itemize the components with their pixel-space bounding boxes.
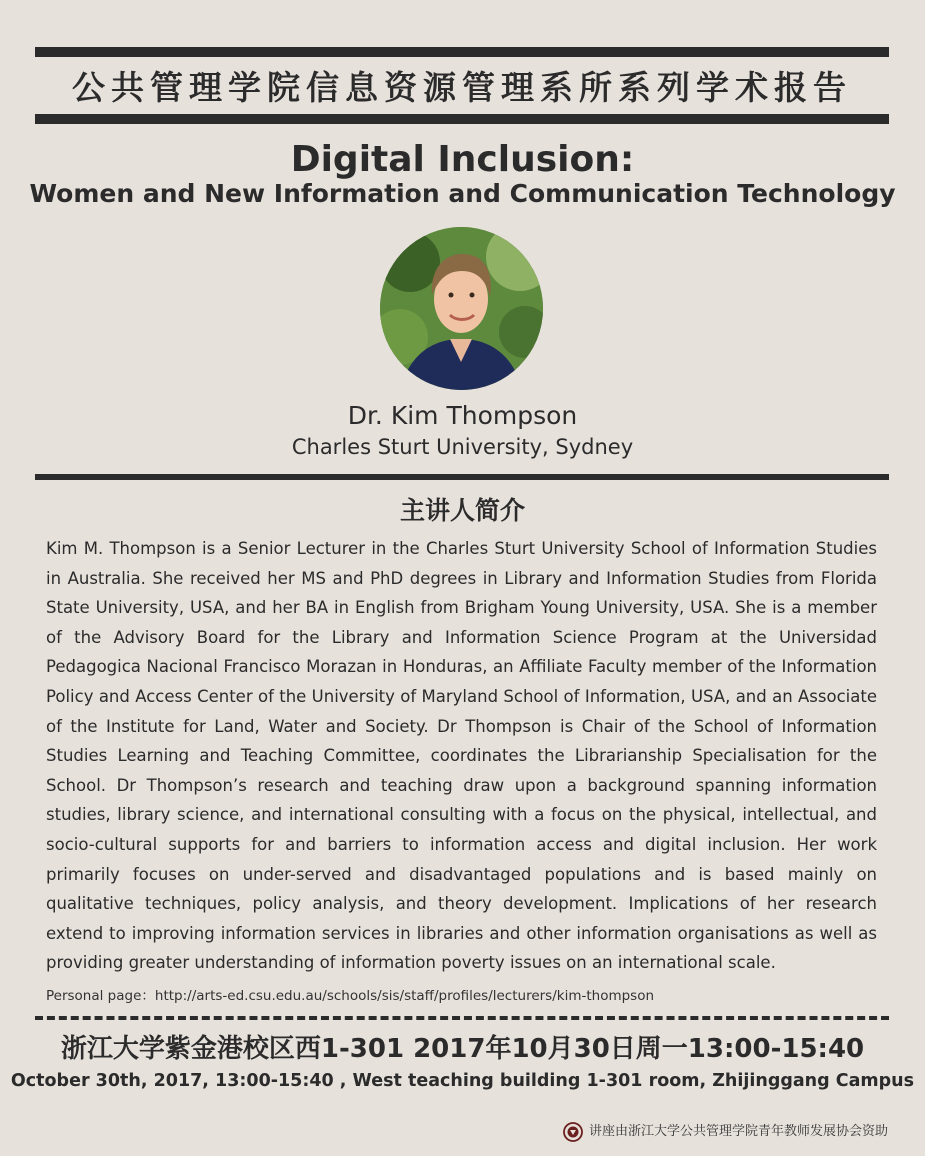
- speaker-affiliation: Charles Sturt University, Sydney: [291, 435, 634, 459]
- university-emblem-icon: [563, 1122, 583, 1142]
- series-title: 公共管理学院信息资源管理系所系列学术报告: [72, 68, 852, 107]
- speaker-name: Dr. Kim Thompson: [347, 401, 578, 430]
- sponsor-text: 讲座由浙江大学公共管理学院青年教师发展协会资助: [588, 1124, 888, 1139]
- personal-page-link[interactable]: Personal page：http://arts-ed.csu.edu.au/schools/sis/staff/profiles/lecturers/kim-thompson: [46, 988, 655, 1004]
- speaker-photo: [380, 227, 543, 390]
- top-rule-upper: [35, 47, 889, 57]
- bio-text: Kim M. Thompson is a Senior Lecturer in the Charles Sturt University School of Information Studies in Australia. She received her MS and PhD degrees in Library and Information Studies from Florida State University, USA, and her BA in English from Brigham Young University, USA. She is a member of the Advisory Board for the Library and Information Science Program at the Universidad Pedagogica Nacional Francisco Morazan in Honduras, an Affiliate Faculty member of the Information Policy and Access Center of the University of Maryland School of Information, USA, and an Associate of the Institute for Land, Water and Society. Dr Thompson is Chair of the School of Information Studies Learning and Teaching Committee, coordinates the Librarianship Specialisation for the School. Dr Thompson’s research and teaching draw upon a background spanning information studies, library science, and international consulting with a focus on the physical, intellectual, and socio-cultural supports for and barriers to information access and digital inclusion. Her work primarily focuses on under-served and disadvantaged populations and is based mainly on qualitative techniques, policy analysis, and theory development. Implications of her research extend to improving information services in libraries and other information organisations as well as providing greater understanding of information poverty issues on an international scale.: [46, 539, 877, 973]
- dashed-divider: [35, 1016, 889, 1020]
- speaker-portrait-icon: [380, 227, 543, 390]
- section-rule: [35, 474, 889, 480]
- event-details-cn: 浙江大学紫金港校区西1-301 2017年10月30日周一13:00-15:40: [60, 1034, 865, 1064]
- bio-heading: 主讲人简介: [399, 496, 525, 525]
- talk-title: Digital Inclusion:: [290, 139, 635, 180]
- top-rule-lower: [35, 114, 889, 124]
- event-details-en: October 30th, 2017, 13:00-15:40 , West teaching building 1-301 room, Zhijinggang Campus: [10, 1071, 915, 1091]
- talk-subtitle: Women and New Information and Communication Technology: [29, 179, 896, 208]
- sponsor-note: [563, 1121, 888, 1143]
